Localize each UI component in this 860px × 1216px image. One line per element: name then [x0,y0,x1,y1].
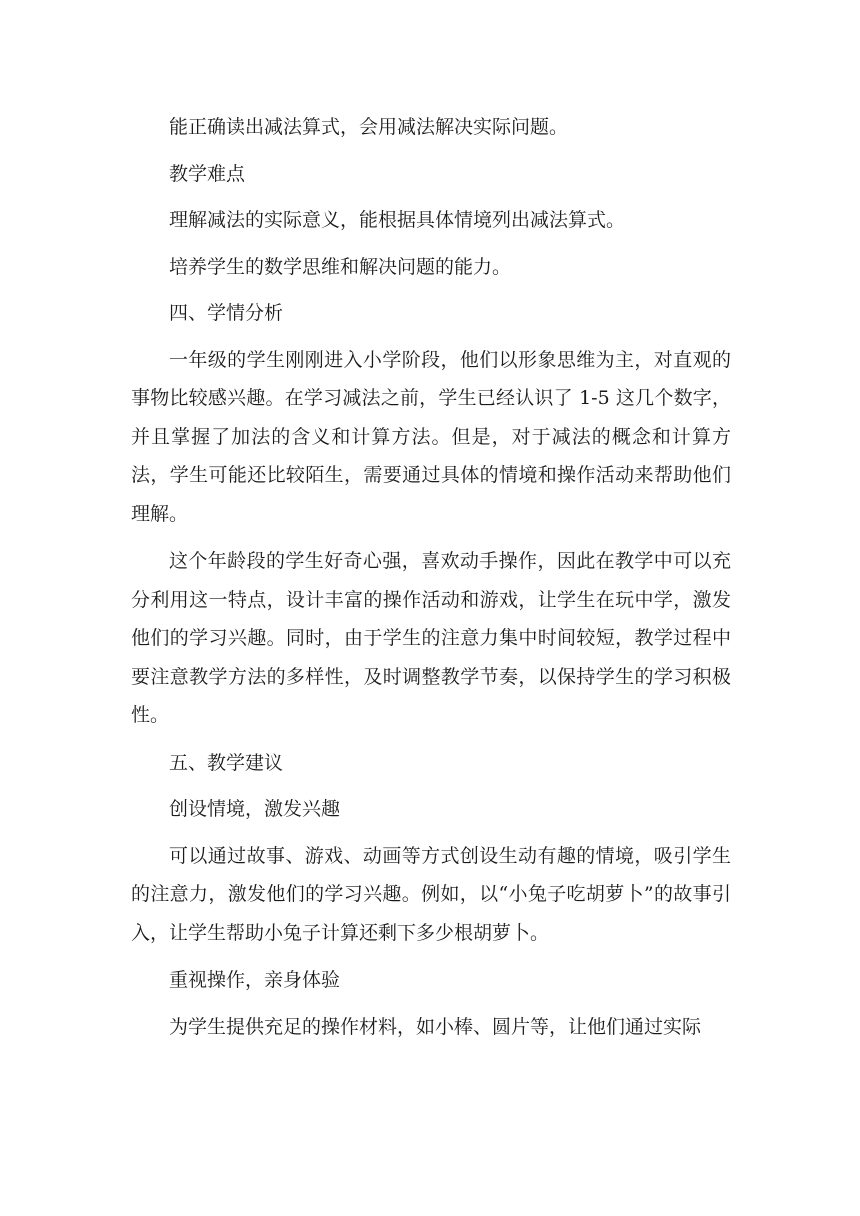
subheading-create-situation: 创设情境，激发兴趣 [169,798,341,820]
paragraph-create-situation: 可以通过故事、游戏、动画等方式创设生动有趣的情境，吸引学生的注意力，激发他们的学习兴趣。例如，以“小兔子吃胡萝卜”的故事引入，让学生帮助小兔子计算还剩下多少根胡萝卜。 [131,844,731,944]
paragraph-student-analysis-2: 这个年龄段的学生好奇心强，喜欢动手操作，因此在教学中可以充分利用这一特点，设计丰富的操作活动和游戏，让学生在玩中学，激发他们的学习兴趣。同时，由于学生的注意力集中时间较短，教学过程中要注意教学方法的多样性，及时调整教学节奏，以保持学生的学习积极性。 [131,550,731,726]
heading-student-analysis: 四、学情分析 [169,302,284,324]
paragraph-difficulty-thinking: 培养学生的数学思维和解决问题的能力。 [169,255,512,278]
paragraph-goal-reading: 能正确读出减法算式，会用减法解决实际问题。 [169,116,569,138]
heading-teaching-difficulty: 教学难点 [169,162,246,185]
paragraph-difficulty-meaning: 理解减法的实际意义，能根据具体情境列出减法算式。 [169,209,626,231]
subheading-hands-on: 重视操作，亲身体验 [169,969,341,991]
document-body [131,108,731,1054]
heading-teaching-suggestions: 五、教学建议 [169,751,284,774]
paragraph-hands-on: 为学生提供充足的操作材料，如小棒、圆片等，让他们通过实际 [169,1015,702,1038]
paragraph-student-analysis-1: 一年级的学生刚刚进入小学阶段，他们以形象思维为主，对直观的事物比较感兴趣。在学习减法之前，学生已经认识了 1-5 这几个数字，并且掌握了加法的含义和计算方法。但是，对于减法的概念和计算方法，学生可能还比较陌生，需要通过具体的情境和操作活动来帮助他们理解。 [131,348,731,525]
